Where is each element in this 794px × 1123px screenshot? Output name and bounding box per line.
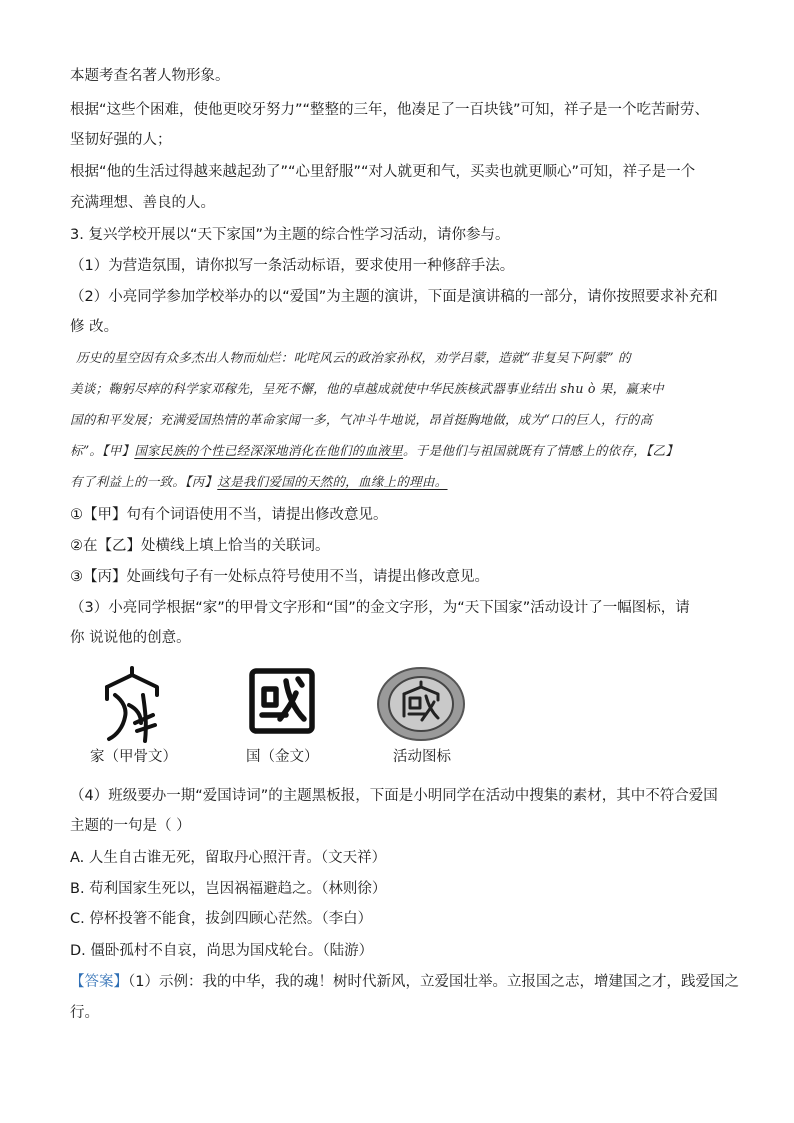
question-3-3-cont: 你 说说他的创意。 [70,630,191,646]
speech-line [70,473,448,491]
answer-tag: 【答案】 [70,974,128,990]
activity-emblem-icon [376,666,466,742]
option-d: D. 僵卧孤村不自哀，尚思为国戍轮台。（陆游） [70,943,374,959]
speech-line [70,442,678,460]
text-line: 充满理想、善良的人。 [70,195,215,211]
text-line: 坚韧好强的人； [70,132,172,148]
answer-text: （1）示例：我的中华，我的魂！树时代新风，立爱国壮举。立报国之志，增建国之才，践爱国之 [128,974,739,990]
speech-text: 有了利益上的一致。【丙】 [70,474,218,489]
speech-line: 美谈；鞠躬尽瘁的科学家邓稼先，呈死不懈，他的卓越成就使中华民族核武器事业结出 shu ò 果，赢来中 [70,381,664,396]
underlined-sentence-bing: 这是我们爱国的天然的，血缘上的理由。 [217,474,448,489]
question-3-2-cont: 修 改。 [70,319,119,335]
question-3-4: （4）班级要办一期“爱国诗词”的主题黑板报，下面是小明同学在活动中搜集的素材，其中不符合爱国 [70,788,718,804]
speech-text: 。于是他们与祖国就既有了情感上的依存，【乙】 [402,443,679,458]
option-c: C. 停杯投箸不能食，拔剑四顾心茫然。（李白） [70,911,373,927]
option-a: A. 人生自古谁无死，留取丹心照汗青。（文天祥） [70,850,387,866]
question-3-title: 3. 复兴学校开展以“天下家国”为主题的综合性学习活动，请你参与。 [70,227,510,243]
question-3-1: （1）为营造氛围，请你拟写一条活动标语，要求使用一种修辞手法。 [70,258,515,274]
caption-guo: 国（金文） [246,749,319,765]
jia-oracle-glyph [97,665,167,745]
speech-line: 国的和平发展；充满爱国热情的革命家闻一多，气冲斗牛地说，昂首挺胸地做，成为“口的巨人，行的高 [70,412,653,427]
answer-line [70,972,739,992]
question-3-2: （2）小亮同学参加学校举办的以“爱国”为主题的演讲，下面是演讲稿的一部分，请你按照要求补充和 [70,289,718,305]
question-3-4-cont: 主题的一句是（ ） [70,818,191,834]
text-line: 根据“这些个困难，使他更咬牙努力”“整整的三年，他凑足了一百块钱”可知，祥子是一个吃苦耐劳、 [70,102,710,118]
sub-question: ②在【乙】处横线上填上恰当的关联词。 [70,538,330,554]
question-3-3: （3）小亮同学根据“家”的甲骨文字形和“国”的金文字形，为“天下国家”活动设计了一幅图标，请 [70,600,690,616]
caption-jia: 家（甲骨文） [90,749,177,765]
answer-line-cont: 行。 [70,1005,99,1021]
underlined-sentence-jia: 国家民族的个性已经深深地消化在他们的血液里 [134,443,403,458]
sub-question: ①【甲】句有个词语使用不当，请提出修改意见。 [70,507,388,523]
guo-bronze-glyph [246,665,318,737]
caption-icon: 活动图标 [393,749,451,765]
sub-question: ③【丙】处画线句子有一处标点符号使用不当，请提出修改意见。 [70,569,489,585]
speech-text: 标”。【甲】 [70,443,135,458]
speech-line: 历史的星空因有众多杰出人物而灿烂：叱咤风云的政治家孙权，劝学吕蒙，造就“非复吴下阿蒙” 的 [76,350,631,365]
text-line: 本题考查名著人物形象。 [70,68,230,84]
option-b: B. 苟利国家生死以，岂因祸福避趋之。（林则徐） [70,881,387,897]
text-line: 根据“他的生活过得越来越起劲了”“心里舒服”“对人就更和气，买卖也就更顺心”可知，祥子是一个 [70,164,696,180]
